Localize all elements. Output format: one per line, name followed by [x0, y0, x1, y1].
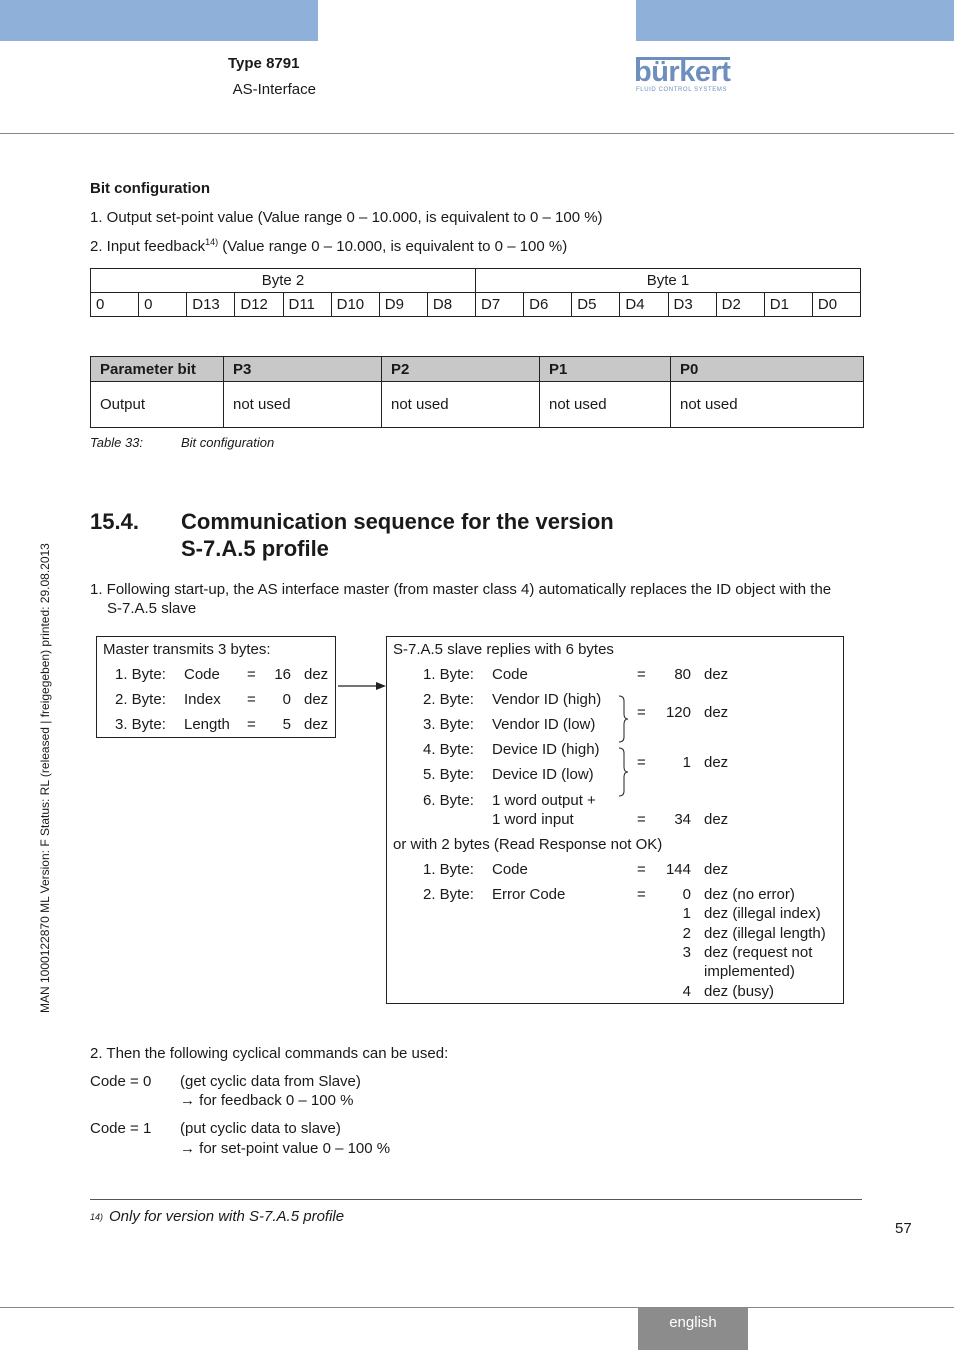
side-print-info: MAN 1000122870 ML Version: F Status: RL (released | freigegeben) printed: 29.08.2013	[38, 543, 52, 1013]
master-val-3: 5	[282, 716, 291, 733]
slave-eq-1: =	[637, 666, 646, 683]
bit-layout-table	[90, 268, 861, 317]
master-byte-3: 3. Byte:	[115, 716, 166, 733]
error-val-1: 1	[682, 905, 691, 922]
bit-cell: D9	[379, 293, 427, 317]
cell-output: Output	[91, 382, 224, 428]
slave-byte-2: 2. Byte:	[423, 691, 474, 708]
error-desc-0: dez (no error)	[704, 886, 795, 903]
page-number: 57	[895, 1220, 912, 1237]
slave-val-1: 80	[674, 666, 691, 683]
footnote-ref: 14)	[205, 237, 219, 247]
col-p3: P3	[224, 357, 382, 382]
error-val-3: 3	[682, 944, 691, 961]
byte-1-header: Byte 1	[476, 269, 861, 293]
footnote-mark: 14)	[90, 1212, 104, 1222]
bit-cell: 0	[91, 293, 139, 317]
code-0-sub: → for feedback 0 – 100 %	[180, 1092, 354, 1109]
slave-eq-6: =	[637, 811, 646, 828]
slave-name-6-line-1: 1 word output +	[492, 792, 596, 809]
language-tab	[638, 1308, 748, 1350]
slave-byte-4: 4. Byte:	[423, 741, 474, 758]
master-byte-1: 1. Byte:	[115, 666, 166, 683]
bit-cell: D0	[812, 293, 860, 317]
slave-name-4: Device ID (high)	[492, 741, 600, 758]
master-val-1: 16	[274, 666, 291, 683]
slave-name-5: Device ID (low)	[492, 766, 594, 783]
error-val-2: 2	[682, 925, 691, 942]
error-val-4: 4	[682, 983, 691, 1000]
slave-name-1: Code	[492, 666, 528, 683]
error-desc-2: dez (illegal length)	[704, 925, 826, 942]
error-val-0: 0	[682, 886, 691, 903]
cell-p2: not used	[382, 382, 540, 428]
slave-unit-1: dez	[704, 666, 729, 683]
doc-type-label: Type 8791	[228, 55, 300, 72]
arrow-right-icon	[336, 680, 388, 692]
slave-reply-box	[386, 636, 844, 1004]
master-transmit-box	[96, 636, 336, 738]
slave-val-6: 34	[674, 811, 691, 828]
table-header-row	[91, 357, 864, 382]
master-eq-3: =	[247, 716, 256, 733]
bit-cell: D2	[716, 293, 764, 317]
error-desc-3-cont: implemented)	[704, 963, 795, 980]
device-val: 1	[682, 754, 691, 771]
master-eq-2: =	[247, 691, 256, 708]
header-bar-right	[636, 0, 954, 41]
code-0-desc: (get cyclic data from Slave)	[180, 1073, 361, 1090]
bit-cell: D5	[572, 293, 620, 317]
alt-unit-1: dez	[704, 861, 729, 878]
master-val-2: 0	[282, 691, 291, 708]
slave-name-6-line-2: 1 word input	[492, 811, 574, 828]
master-name-1: Code	[184, 666, 220, 683]
master-name-3: Length	[184, 716, 230, 733]
bit-config-item-2	[90, 237, 567, 255]
brace-vendor-icon	[617, 695, 629, 743]
vendor-val: 120	[665, 704, 691, 721]
doc-subtitle: AS-Interface	[232, 81, 316, 98]
code-0-label: Code = 0	[90, 1073, 152, 1090]
slave-byte-3: 3. Byte:	[423, 716, 474, 733]
item-2-text: 2. Input feedback	[90, 238, 206, 255]
table-caption-number: Table 33:	[90, 435, 144, 450]
bit-cell: D10	[331, 293, 379, 317]
bit-cell: D1	[764, 293, 812, 317]
alt-eq-1: =	[637, 861, 646, 878]
cell-p3: not used	[224, 382, 382, 428]
byte-2-header: Byte 2	[91, 269, 476, 293]
cell-p0: not used	[671, 382, 864, 428]
burkert-logo	[634, 54, 734, 98]
error-desc-3: dez (request not	[704, 944, 813, 961]
alt-byte-1: 1. Byte:	[423, 861, 474, 878]
col-parameter-bit: Parameter bit	[91, 357, 224, 382]
bit-cell: D6	[524, 293, 572, 317]
bit-cell: D13	[187, 293, 235, 317]
bit-row	[91, 293, 861, 317]
col-p0: P0	[671, 357, 864, 382]
slave-box-title: S-7.A.5 slave replies with 6 bytes	[393, 641, 614, 658]
cell-p1: not used	[540, 382, 671, 428]
bit-config-heading: Bit configuration	[90, 180, 210, 197]
step-2-intro: 2. Then the following cyclical commands can be used:	[90, 1045, 449, 1062]
header-bar-left	[0, 0, 318, 41]
device-eq: =	[637, 754, 646, 771]
table-row	[91, 382, 864, 428]
alt-name-1: Code	[492, 861, 528, 878]
code-1-desc: (put cyclic data to slave)	[180, 1120, 341, 1137]
slave-byte-1: 1. Byte:	[423, 666, 474, 683]
bit-cell: D11	[283, 293, 331, 317]
byte-header-row	[91, 269, 861, 293]
master-unit-1: dez	[304, 666, 329, 683]
section-title-line-2: S-7.A.5 profile	[181, 536, 329, 561]
item-2-rest: (Value range 0 – 10.000, is equivalent to 0 – 100 %)	[218, 238, 568, 255]
bit-cell: 0	[139, 293, 187, 317]
bit-cell: D7	[476, 293, 524, 317]
step-1-line-1: 1. Following start-up, the AS interface master (from master class 4) automatically replaces the ID object with the	[90, 581, 832, 598]
parameter-bit-table	[90, 356, 864, 428]
slave-unit-6: dez	[704, 811, 729, 828]
bit-cell: D4	[620, 293, 668, 317]
master-box-title: Master transmits 3 bytes:	[103, 641, 271, 658]
master-byte-2: 2. Byte:	[115, 691, 166, 708]
alt-name-2: Error Code	[492, 886, 566, 903]
error-desc-1: dez (illegal index)	[704, 905, 821, 922]
section-number: 15.4.	[90, 509, 139, 534]
bit-cell: D12	[235, 293, 283, 317]
master-name-2: Index	[184, 691, 221, 708]
bit-config-item-1: 1. Output set-point value (Value range 0 – 10.000, is equivalent to 0 – 100 %)	[90, 209, 603, 226]
col-p1: P1	[540, 357, 671, 382]
master-unit-3: dez	[304, 716, 329, 733]
vendor-eq: =	[637, 704, 646, 721]
master-eq-1: =	[247, 666, 256, 683]
device-unit: dez	[704, 754, 729, 771]
step-1-line-2: S-7.A.5 slave	[107, 600, 197, 617]
code-1-sub: → for set-point value 0 – 100 %	[180, 1140, 391, 1157]
master-unit-2: dez	[304, 691, 329, 708]
header-rule	[0, 133, 954, 134]
slave-name-2: Vendor ID (high)	[492, 691, 602, 708]
footnote-rule	[90, 1199, 862, 1200]
alt-reply-title: or with 2 bytes (Read Response not OK)	[393, 836, 663, 853]
section-title-line-1: Communication sequence for the version	[181, 509, 614, 534]
bit-cell: D3	[668, 293, 716, 317]
footnote-text: Only for version with S-7.A.5 profile	[109, 1208, 345, 1225]
code-1-label: Code = 1	[90, 1120, 152, 1137]
footer-rule	[0, 1307, 954, 1308]
error-desc-4: dez (busy)	[704, 983, 775, 1000]
language-label: english	[669, 1314, 717, 1331]
logo-tagline: FLUID CONTROL SYSTEMS	[636, 87, 728, 93]
logo-word: bürkert	[634, 56, 731, 88]
slave-byte-6: 6. Byte:	[423, 792, 474, 809]
slave-byte-5: 5. Byte:	[423, 766, 474, 783]
alt-byte-2: 2. Byte:	[423, 886, 474, 903]
alt-val-1: 144	[665, 861, 691, 878]
table-caption-text: Bit configuration	[181, 435, 275, 450]
bit-cell: D8	[427, 293, 475, 317]
vendor-unit: dez	[704, 704, 729, 721]
slave-name-3: Vendor ID (low)	[492, 716, 596, 733]
alt-eq-2: =	[637, 886, 646, 903]
brace-device-icon	[617, 747, 629, 797]
col-p2: P2	[382, 357, 540, 382]
